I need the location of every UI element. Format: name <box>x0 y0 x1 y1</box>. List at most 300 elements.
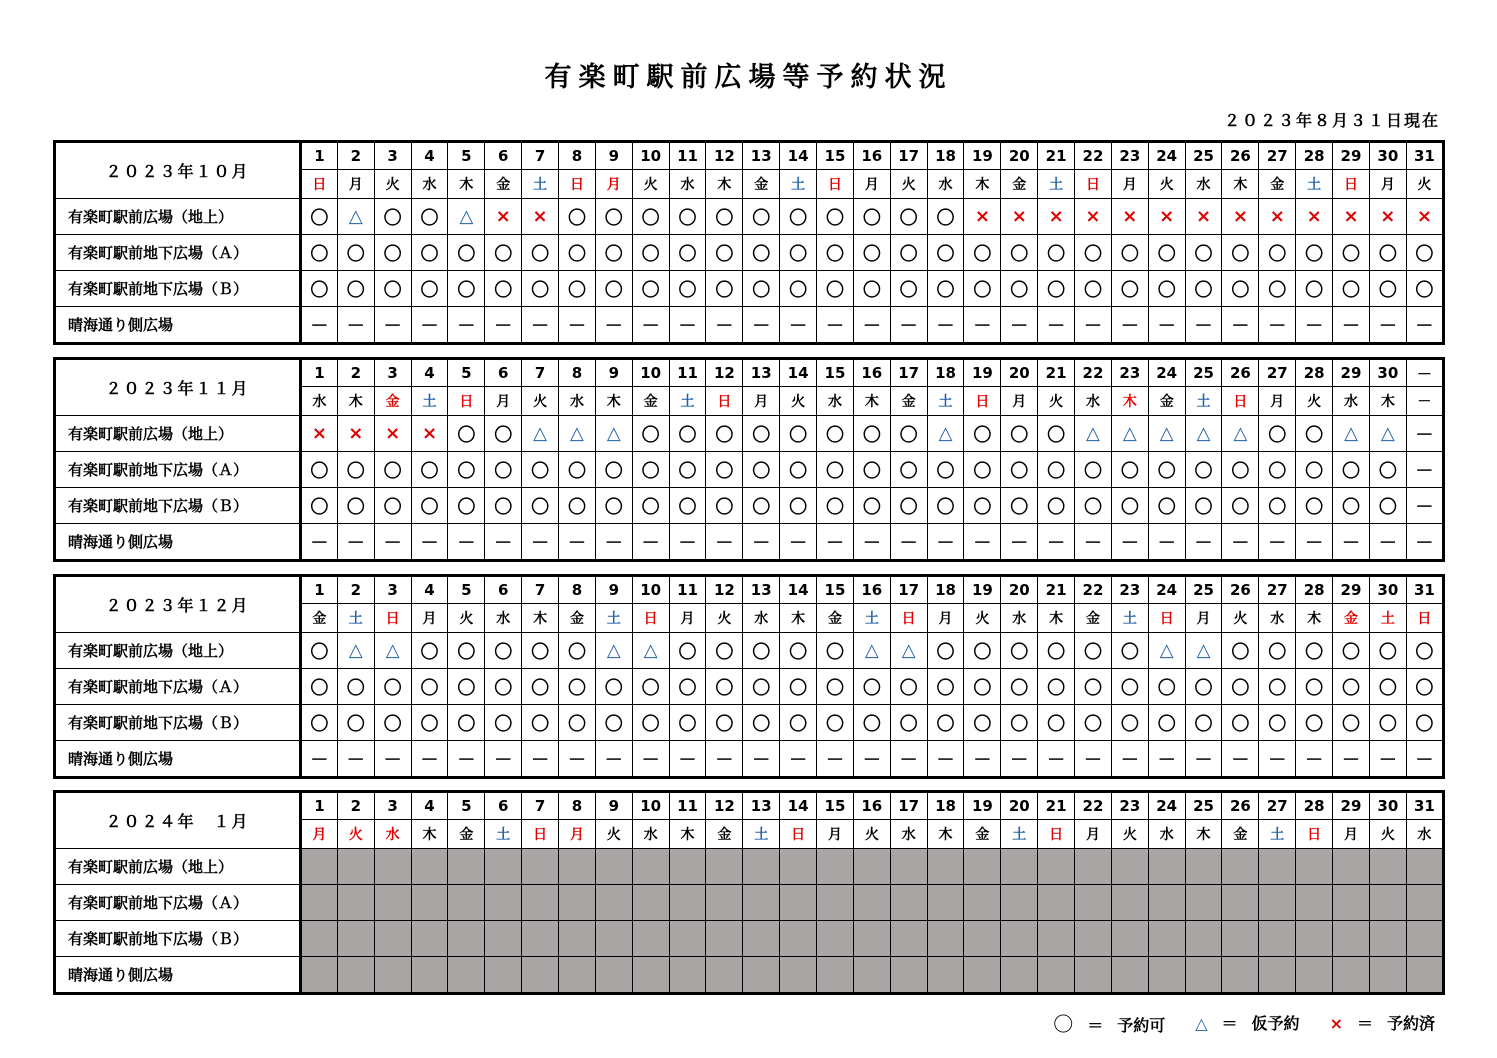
day-number: 23 <box>1111 142 1148 170</box>
day-number: 30 <box>1369 142 1406 170</box>
status-unavailable-cell <box>374 921 411 957</box>
status-none: － <box>522 307 559 344</box>
status-available: 〇 <box>817 705 854 741</box>
status-available: 〇 <box>1185 452 1222 488</box>
status-booked: × <box>1369 199 1406 235</box>
status-available: 〇 <box>374 452 411 488</box>
status-unavailable-cell <box>1259 921 1296 957</box>
status-available: 〇 <box>595 488 632 524</box>
status-available: 〇 <box>817 235 854 271</box>
status-none: － <box>1111 307 1148 344</box>
status-available: 〇 <box>411 199 448 235</box>
day-number: 9 <box>595 142 632 170</box>
status-available: 〇 <box>595 452 632 488</box>
status-available: 〇 <box>1259 452 1296 488</box>
month-table <box>53 574 1445 779</box>
day-number: 4 <box>411 792 448 820</box>
day-number: 12 <box>706 142 743 170</box>
status-available: 〇 <box>1369 271 1406 307</box>
status-unavailable-cell <box>1075 921 1112 957</box>
weekday: 月 <box>1185 604 1222 633</box>
status-available: 〇 <box>1222 705 1259 741</box>
day-number: 4 <box>411 359 448 387</box>
day-number: 19 <box>964 142 1001 170</box>
status-unavailable-cell <box>559 885 596 921</box>
status-available: 〇 <box>817 199 854 235</box>
weekday: 金 <box>1148 387 1185 416</box>
day-number: 29 <box>1333 792 1370 820</box>
month-label: ２０２４年 １月 <box>55 792 301 849</box>
status-available: 〇 <box>337 669 374 705</box>
status-available: 〇 <box>1333 705 1370 741</box>
legend-text-tentative: 仮予約 <box>1251 1014 1300 1033</box>
day-number: 3 <box>374 792 411 820</box>
day-number: 15 <box>817 142 854 170</box>
status-available: 〇 <box>1333 633 1370 669</box>
day-number: 26 <box>1222 792 1259 820</box>
status-available: 〇 <box>1185 705 1222 741</box>
day-number: 28 <box>1296 792 1333 820</box>
status-none: － <box>1148 524 1185 561</box>
status-available: 〇 <box>1075 705 1112 741</box>
status-available: 〇 <box>1075 488 1112 524</box>
status-available: 〇 <box>1001 669 1038 705</box>
weekday: 土 <box>1001 820 1038 849</box>
status-none: － <box>1148 307 1185 344</box>
day-number: 21 <box>1038 576 1075 604</box>
weekday: 月 <box>337 170 374 199</box>
status-unavailable-cell <box>411 957 448 994</box>
status-unavailable-cell <box>485 921 522 957</box>
status-available: 〇 <box>595 271 632 307</box>
status-none: － <box>485 307 522 344</box>
status-available: 〇 <box>927 633 964 669</box>
status-none: － <box>1259 307 1296 344</box>
status-unavailable-cell <box>374 957 411 994</box>
status-none: － <box>1001 741 1038 778</box>
venue-label: 晴海通り側広場 <box>55 524 301 561</box>
status-unavailable-cell <box>448 885 485 921</box>
weekday: 火 <box>448 604 485 633</box>
weekday: 水 <box>1259 604 1296 633</box>
status-available: 〇 <box>632 488 669 524</box>
status-available: 〇 <box>559 488 596 524</box>
day-number: 25 <box>1185 792 1222 820</box>
status-unavailable-cell <box>301 921 338 957</box>
status-available: 〇 <box>1406 705 1443 741</box>
status-unavailable-cell <box>743 849 780 885</box>
status-available: 〇 <box>1001 633 1038 669</box>
weekday: 金 <box>706 820 743 849</box>
status-available: 〇 <box>927 488 964 524</box>
status-none: － <box>559 307 596 344</box>
day-number: 24 <box>1148 359 1185 387</box>
status-available: 〇 <box>559 452 596 488</box>
status-booked: × <box>374 416 411 452</box>
day-number: 14 <box>780 576 817 604</box>
status-available: 〇 <box>559 705 596 741</box>
status-available: 〇 <box>669 452 706 488</box>
status-unavailable-cell <box>890 957 927 994</box>
status-available: 〇 <box>1111 705 1148 741</box>
status-available: 〇 <box>1111 669 1148 705</box>
status-booked: × <box>1406 199 1443 235</box>
status-tentative: △ <box>374 633 411 669</box>
status-unavailable-cell <box>1296 885 1333 921</box>
weekday: 土 <box>485 820 522 849</box>
legend-text-available: 予約可 <box>1117 1016 1166 1035</box>
day-number: 29 <box>1333 359 1370 387</box>
status-available: 〇 <box>780 669 817 705</box>
status-none: － <box>448 741 485 778</box>
status-none: － <box>1333 307 1370 344</box>
status-tentative: △ <box>1333 416 1370 452</box>
weekday: 月 <box>1111 170 1148 199</box>
status-unavailable-cell <box>522 957 559 994</box>
weekday: － <box>1406 387 1443 416</box>
month-label: ２０２３年１２月 <box>55 576 301 633</box>
status-unavailable-cell <box>337 921 374 957</box>
status-unavailable-cell <box>595 957 632 994</box>
status-unavailable-cell <box>780 849 817 885</box>
status-available: 〇 <box>1296 633 1333 669</box>
weekday: 日 <box>1038 820 1075 849</box>
day-number: 16 <box>853 792 890 820</box>
status-available: 〇 <box>817 416 854 452</box>
day-number: 27 <box>1259 792 1296 820</box>
status-unavailable-cell <box>706 921 743 957</box>
weekday: 火 <box>595 820 632 849</box>
day-number: 17 <box>890 142 927 170</box>
status-unavailable-cell <box>448 849 485 885</box>
status-available: 〇 <box>1038 669 1075 705</box>
status-available: 〇 <box>1001 452 1038 488</box>
weekday: 日 <box>632 604 669 633</box>
status-unavailable-cell <box>669 957 706 994</box>
status-available: 〇 <box>706 199 743 235</box>
weekday: 木 <box>780 604 817 633</box>
status-unavailable-cell <box>559 957 596 994</box>
status-unavailable-cell <box>1038 921 1075 957</box>
venue-label: 有楽町駅前広場（地上） <box>55 849 301 885</box>
status-available: 〇 <box>448 271 485 307</box>
day-number: 10 <box>632 359 669 387</box>
weekday: 月 <box>1075 820 1112 849</box>
day-number: 8 <box>559 576 596 604</box>
status-available: 〇 <box>1222 235 1259 271</box>
month-table <box>53 790 1445 995</box>
weekday: 金 <box>448 820 485 849</box>
status-unavailable-cell <box>927 885 964 921</box>
status-unavailable-cell <box>1038 885 1075 921</box>
status-unavailable-cell <box>1148 921 1185 957</box>
weekday: 木 <box>1111 387 1148 416</box>
status-tentative: △ <box>1148 416 1185 452</box>
status-available: 〇 <box>1333 235 1370 271</box>
weekday: 火 <box>1296 387 1333 416</box>
legend-item-available <box>1053 1008 1165 1037</box>
status-unavailable-cell <box>964 885 1001 921</box>
weekday: 月 <box>817 820 854 849</box>
day-number: 3 <box>374 359 411 387</box>
day-number: 13 <box>743 576 780 604</box>
status-none: － <box>1222 524 1259 561</box>
status-none: － <box>1333 524 1370 561</box>
weekday: 火 <box>1148 170 1185 199</box>
weekday: 土 <box>1369 604 1406 633</box>
status-available: 〇 <box>522 488 559 524</box>
status-unavailable-cell <box>1111 885 1148 921</box>
weekday: 金 <box>374 387 411 416</box>
status-available: 〇 <box>1001 705 1038 741</box>
weekday: 木 <box>411 820 448 849</box>
status-unavailable-cell <box>1111 921 1148 957</box>
status-available: 〇 <box>485 416 522 452</box>
weekday: 日 <box>1296 820 1333 849</box>
legend-item-tentative <box>1195 1011 1299 1034</box>
status-none: － <box>853 524 890 561</box>
day-number: 28 <box>1296 576 1333 604</box>
status-tentative: △ <box>632 633 669 669</box>
status-available: 〇 <box>817 633 854 669</box>
status-available: 〇 <box>1222 271 1259 307</box>
status-available: 〇 <box>374 705 411 741</box>
status-unavailable-cell <box>1148 957 1185 994</box>
status-booked: × <box>522 199 559 235</box>
day-number: 15 <box>817 359 854 387</box>
status-available: 〇 <box>890 235 927 271</box>
status-unavailable-cell <box>559 849 596 885</box>
status-none: － <box>817 524 854 561</box>
status-unavailable-cell <box>927 849 964 885</box>
status-available: 〇 <box>559 669 596 705</box>
venue-label: 有楽町駅前地下広場（Ａ） <box>55 669 301 705</box>
status-available: 〇 <box>706 271 743 307</box>
status-available: 〇 <box>632 235 669 271</box>
weekday: 金 <box>301 604 338 633</box>
status-available: 〇 <box>927 669 964 705</box>
status-available: 〇 <box>1259 271 1296 307</box>
status-unavailable-cell <box>1222 849 1259 885</box>
status-unavailable-cell <box>890 885 927 921</box>
status-unavailable-cell <box>411 885 448 921</box>
weekday: 水 <box>485 604 522 633</box>
status-none: － <box>669 307 706 344</box>
status-none: － <box>595 741 632 778</box>
status-available: 〇 <box>411 669 448 705</box>
day-number: 6 <box>485 576 522 604</box>
status-none: － <box>301 524 338 561</box>
status-unavailable-cell <box>1038 957 1075 994</box>
status-available: 〇 <box>485 488 522 524</box>
day-number: 5 <box>448 142 485 170</box>
venue-label: 有楽町駅前地下広場（Ａ） <box>55 452 301 488</box>
weekday: 水 <box>1001 604 1038 633</box>
day-number: 8 <box>559 359 596 387</box>
status-tentative: △ <box>1148 633 1185 669</box>
status-unavailable-cell <box>1369 921 1406 957</box>
status-available: 〇 <box>743 235 780 271</box>
day-number: 5 <box>448 576 485 604</box>
status-available: 〇 <box>669 199 706 235</box>
status-booked: × <box>1111 199 1148 235</box>
status-none: － <box>927 524 964 561</box>
status-none: － <box>522 524 559 561</box>
status-none: － <box>1222 307 1259 344</box>
status-none: － <box>411 307 448 344</box>
status-available: 〇 <box>301 705 338 741</box>
status-none: － <box>559 524 596 561</box>
day-number: 11 <box>669 792 706 820</box>
day-number: 13 <box>743 359 780 387</box>
weekday: 土 <box>669 387 706 416</box>
legend-eq: ＝ <box>1221 1014 1238 1033</box>
status-available: 〇 <box>706 416 743 452</box>
legend-eq: ＝ <box>1087 1016 1104 1035</box>
weekday: 土 <box>522 170 559 199</box>
status-unavailable-cell <box>780 957 817 994</box>
day-number: 27 <box>1259 359 1296 387</box>
status-available: 〇 <box>522 271 559 307</box>
status-none: － <box>817 307 854 344</box>
status-available: 〇 <box>485 669 522 705</box>
status-unavailable-cell <box>1148 885 1185 921</box>
status-booked: × <box>1222 199 1259 235</box>
status-unavailable-cell <box>632 849 669 885</box>
venue-label: 晴海通り側広場 <box>55 307 301 344</box>
status-none: － <box>890 741 927 778</box>
day-number: 24 <box>1148 142 1185 170</box>
status-available: 〇 <box>743 199 780 235</box>
day-number: 9 <box>595 792 632 820</box>
weekday: 金 <box>1259 170 1296 199</box>
weekday: 木 <box>337 387 374 416</box>
status-none: － <box>595 307 632 344</box>
day-number: 20 <box>1001 792 1038 820</box>
status-available: 〇 <box>853 452 890 488</box>
day-number: 21 <box>1038 142 1075 170</box>
status-none: － <box>743 307 780 344</box>
status-available: 〇 <box>485 705 522 741</box>
status-unavailable-cell <box>1259 849 1296 885</box>
status-unavailable-cell <box>706 957 743 994</box>
status-booked: × <box>337 416 374 452</box>
status-none: － <box>411 524 448 561</box>
status-available: 〇 <box>1222 669 1259 705</box>
status-unavailable-cell <box>1259 885 1296 921</box>
weekday: 火 <box>1222 604 1259 633</box>
weekday: 水 <box>301 387 338 416</box>
status-none: － <box>1369 524 1406 561</box>
status-available: 〇 <box>1259 633 1296 669</box>
status-available: 〇 <box>1259 488 1296 524</box>
day-number: 16 <box>853 576 890 604</box>
status-unavailable-cell <box>780 885 817 921</box>
weekday: 土 <box>1038 170 1075 199</box>
weekday: 日 <box>374 604 411 633</box>
status-none: － <box>448 524 485 561</box>
weekday: 月 <box>1001 387 1038 416</box>
status-available: 〇 <box>337 452 374 488</box>
status-none: － <box>337 307 374 344</box>
status-unavailable-cell <box>1185 849 1222 885</box>
status-available: 〇 <box>1296 452 1333 488</box>
weekday: 月 <box>485 387 522 416</box>
day-number: 25 <box>1185 576 1222 604</box>
legend-symbol-booked: × <box>1329 1014 1343 1033</box>
weekday: 火 <box>522 387 559 416</box>
status-unavailable-cell <box>1075 957 1112 994</box>
status-tentative: △ <box>337 199 374 235</box>
status-unavailable-cell <box>374 849 411 885</box>
status-available: 〇 <box>1111 235 1148 271</box>
status-unavailable-cell <box>337 957 374 994</box>
day-number: 1 <box>301 359 338 387</box>
status-unavailable-cell <box>1333 885 1370 921</box>
day-number: 22 <box>1075 359 1112 387</box>
weekday: 日 <box>890 604 927 633</box>
day-number: 8 <box>559 792 596 820</box>
legend-symbol-available: 〇 <box>1053 1012 1074 1036</box>
weekday: 金 <box>559 604 596 633</box>
status-unavailable-cell <box>485 957 522 994</box>
weekday: 木 <box>927 820 964 849</box>
status-available: 〇 <box>853 199 890 235</box>
status-available: 〇 <box>1111 488 1148 524</box>
status-available: 〇 <box>743 488 780 524</box>
status-available: 〇 <box>374 235 411 271</box>
status-none: － <box>780 524 817 561</box>
status-available: 〇 <box>559 199 596 235</box>
status-none: － <box>1038 307 1075 344</box>
day-number: 12 <box>706 359 743 387</box>
day-number: 7 <box>522 359 559 387</box>
weekday: 火 <box>337 820 374 849</box>
status-available: 〇 <box>1296 271 1333 307</box>
day-number: 18 <box>927 359 964 387</box>
weekday: 水 <box>1333 387 1370 416</box>
status-available: 〇 <box>706 452 743 488</box>
status-unavailable-cell <box>1111 849 1148 885</box>
weekday: 木 <box>669 820 706 849</box>
status-tentative: △ <box>595 416 632 452</box>
day-number: 17 <box>890 576 927 604</box>
status-available: 〇 <box>1148 452 1185 488</box>
weekday: 土 <box>411 387 448 416</box>
day-number: 25 <box>1185 359 1222 387</box>
weekday: 月 <box>853 170 890 199</box>
status-tentative: △ <box>448 199 485 235</box>
weekday: 木 <box>706 170 743 199</box>
status-available: 〇 <box>301 633 338 669</box>
status-booked: × <box>1333 199 1370 235</box>
status-available: 〇 <box>1038 271 1075 307</box>
status-available: 〇 <box>890 452 927 488</box>
status-available: 〇 <box>927 199 964 235</box>
status-available: 〇 <box>595 199 632 235</box>
status-available: 〇 <box>1222 633 1259 669</box>
status-booked: × <box>964 199 1001 235</box>
status-available: 〇 <box>1075 271 1112 307</box>
status-booked: × <box>1038 199 1075 235</box>
weekday: 木 <box>1296 604 1333 633</box>
status-available: 〇 <box>1038 416 1075 452</box>
weekday: 水 <box>743 604 780 633</box>
status-none: － <box>301 741 338 778</box>
status-available: 〇 <box>743 271 780 307</box>
status-available: 〇 <box>706 669 743 705</box>
weekday: 金 <box>964 820 1001 849</box>
